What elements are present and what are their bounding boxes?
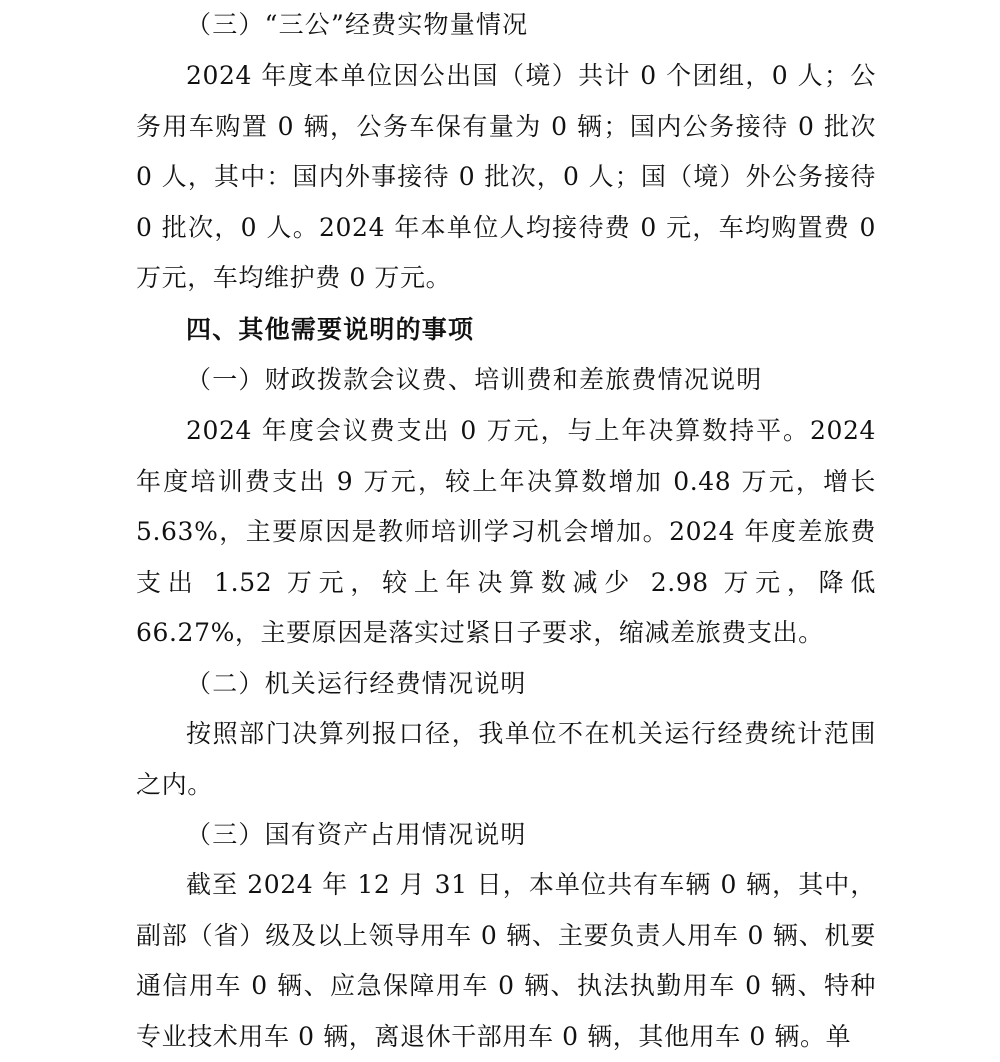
subsection-heading-meeting-training-travel: （一）财政拨款会议费、培训费和差旅费情况说明 (186, 365, 763, 394)
paragraph-state-assets: 截至 2024 年 12 月 31 日，本单位共有车辆 0 辆，其中，副部（省）级及以上领导用车 0 辆、主要负责人用车 0 辆、机要通信用车 0 辆、应急保障用车 0 辆、执法执勤用车 0 辆、特种专业技术用车 0 辆，离退休干部用车 0 辆，其他用车 0 辆。单 (136, 870, 876, 1051)
paragraph-agency-operation-funds: 按照部门决算列报口径，我单位不在机关运行经费统计范围之内。 (136, 719, 876, 799)
paragraph-meeting-training-travel: 2024 年度会议费支出 0 万元，与上年决算数持平。2024 年度培训费支出 9 万元，较上年决算数增加 0.48 万元，增长 5.63%，主要原因是教师培训学习机会增加。2024 年度差旅费支出 1.52 万元，较上年决算数减少 2.98 万元，降低 66.27%，主要原因是落实过紧日子要求，缩减差旅费支出。 (136, 416, 876, 647)
section-heading-other-matters: 四、其他需要说明的事项 (186, 315, 475, 344)
paragraph-sangong-physical-quantity: 2024 年度本单位因公出国（境）共计 0 个团组，0 人；公务用车购置 0 辆，公务车保有量为 0 辆；国内公务接待 0 批次 0 人，其中：国内外事接待 0 批次，0 人；国（境）外公务接待 0 批次，0 人。2024 年本单位人均接待费 0 元，车均购置费 0 万元，车均维护费 0 万元。 (136, 61, 876, 292)
subsection-heading-state-assets: （三）国有资产占用情况说明 (186, 820, 527, 849)
subsection-heading-sangong-physical-quantity: （三）“三公”经费实物量情况 (186, 10, 529, 39)
subsection-heading-agency-operation-funds: （二）机关运行经费情况说明 (186, 669, 527, 698)
